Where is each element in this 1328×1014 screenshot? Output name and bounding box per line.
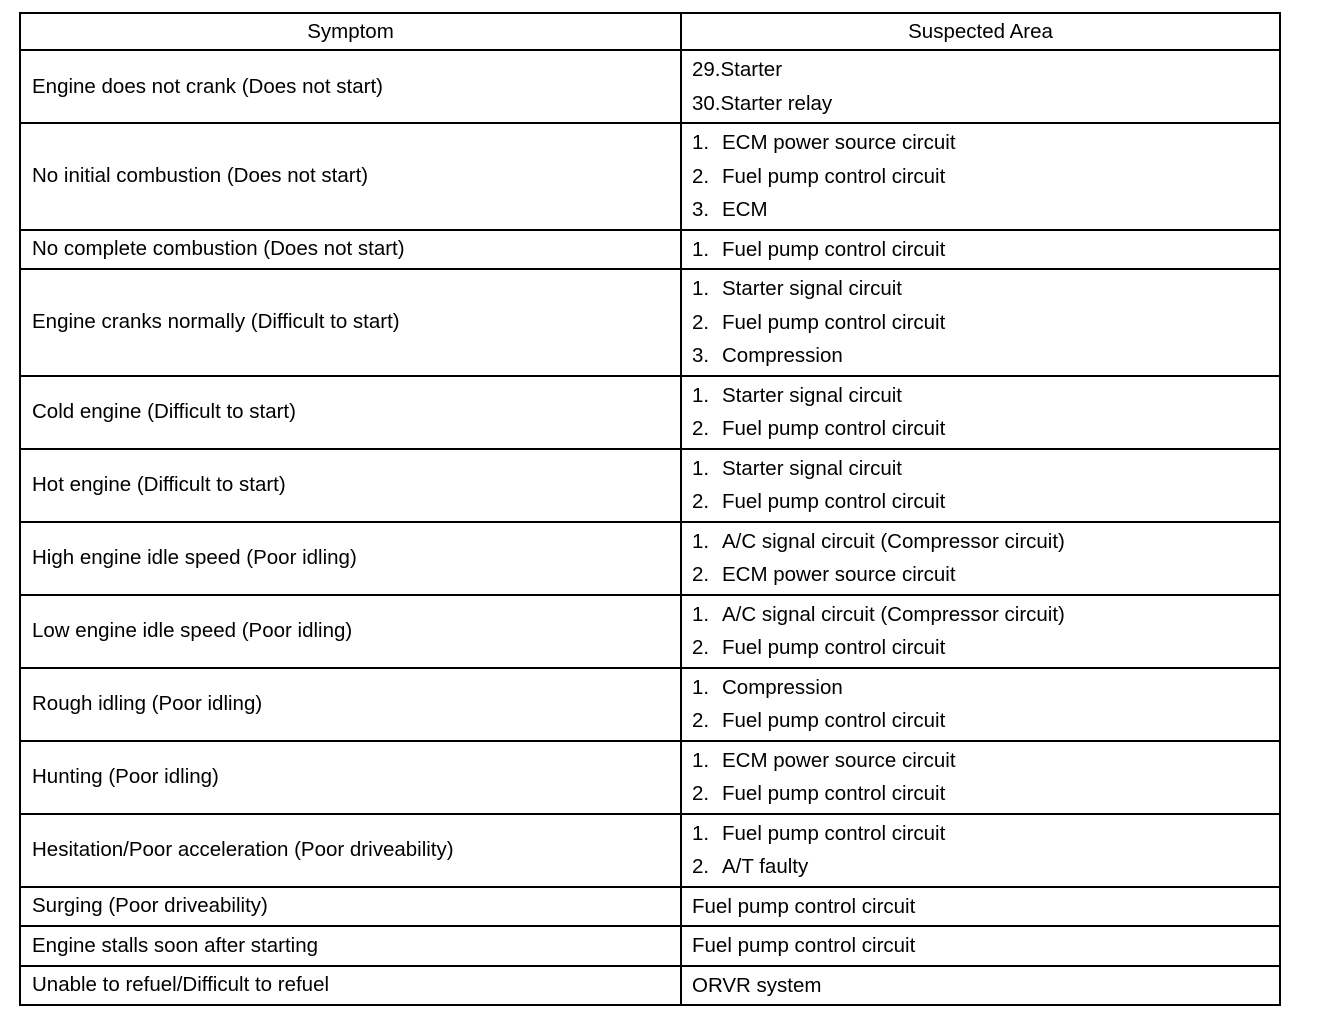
suspected-area-item (692, 452, 1279, 486)
item-number: 2. (692, 636, 710, 659)
item-text: Starter (720, 58, 783, 81)
item-text: Compression (722, 675, 843, 699)
suspected-area-item (692, 233, 1279, 267)
symptom-cell: Hunting (Poor idling) (20, 741, 681, 814)
suspected-area-item (692, 306, 1279, 340)
symptom-cell: No initial combustion (Does not start) (20, 123, 681, 230)
item-text: Starter signal circuit (722, 277, 903, 300)
item-number: 1. (692, 456, 710, 480)
table-body (20, 50, 1280, 1005)
suspected-area-item (692, 671, 1279, 705)
item-number: 1. (692, 602, 710, 626)
suspected-area-item (692, 631, 1279, 665)
item-text: Fuel pump control circuit (722, 636, 946, 659)
suspected-area-cell (681, 50, 1280, 123)
table-row (20, 966, 1280, 1006)
item-text: ECM (722, 198, 768, 221)
item-number: 1. (692, 131, 710, 154)
suspected-area-cell (681, 123, 1280, 230)
item-number: 1. (692, 237, 710, 261)
item-number: 2. (692, 855, 710, 878)
suspected-area-item (692, 850, 1279, 884)
table-row (20, 449, 1280, 522)
item-text: ECM power source circuit (722, 748, 956, 772)
item-text: Starter signal circuit (722, 383, 903, 407)
item-text: ECM power source circuit (722, 563, 956, 586)
symptom-cell: Hot engine (Difficult to start) (20, 449, 681, 522)
symptom-cell: Low engine idle speed (Poor idling) (20, 595, 681, 668)
troubleshooting-table (19, 12, 1281, 1006)
suspected-area-item (692, 412, 1279, 446)
item-text: Fuel pump control circuit (722, 164, 946, 188)
suspected-area-item (692, 272, 1279, 306)
item-number: 2. (692, 709, 710, 732)
suspected-area-cell (681, 269, 1280, 376)
suspected-area-item (692, 525, 1279, 559)
table-row (20, 668, 1280, 741)
suspected-area-item (692, 126, 1279, 160)
table-row (20, 522, 1280, 595)
table-row (20, 230, 1280, 270)
item-text: Starter relay (720, 91, 833, 115)
item-number: 1. (692, 277, 710, 300)
symptom-cell: Engine stalls soon after starting (20, 926, 681, 966)
item-text: Fuel pump control circuit (692, 894, 916, 918)
item-text: Fuel pump control circuit (692, 934, 916, 957)
table-row (20, 376, 1280, 449)
item-number: 1. (692, 748, 710, 772)
item-number: 3. (692, 198, 710, 221)
item-number: 2. (692, 310, 710, 334)
suspected-area-cell (681, 522, 1280, 595)
suspected-area-cell (681, 887, 1280, 927)
table-row (20, 595, 1280, 668)
suspected-area-cell (681, 814, 1280, 887)
symptom-cell: Engine does not crank (Does not start) (20, 50, 681, 123)
suspected-area-item (692, 485, 1279, 519)
suspected-area-item (692, 817, 1279, 851)
suspected-area-item (692, 969, 1279, 1003)
header-symptom: Symptom (20, 13, 681, 50)
table-row (20, 887, 1280, 927)
item-text: A/C signal circuit (Compressor circuit) (722, 529, 1065, 553)
item-number: 30. (692, 91, 721, 115)
header-row (20, 13, 1280, 50)
item-text: A/C signal circuit (Compressor circuit) (722, 602, 1065, 626)
item-number: 3. (692, 344, 710, 367)
symptom-cell: No complete combustion (Does not start) (20, 230, 681, 270)
item-text: Starter signal circuit (722, 456, 903, 480)
suspected-area-item (692, 87, 1279, 121)
symptom-cell: Rough idling (Poor idling) (20, 668, 681, 741)
item-number: 1. (692, 383, 710, 407)
suspected-area-item (692, 558, 1279, 592)
item-number: 2. (692, 417, 710, 440)
table-row (20, 50, 1280, 123)
suspected-area-cell (681, 926, 1280, 966)
item-text: Fuel pump control circuit (722, 709, 946, 732)
suspected-area-item (692, 379, 1279, 413)
item-number: 2. (692, 490, 710, 513)
suspected-area-item (692, 53, 1279, 87)
symptom-cell: Unable to refuel/Difficult to refuel (20, 966, 681, 1006)
item-text: Fuel pump control circuit (722, 821, 946, 845)
suspected-area-cell (681, 668, 1280, 741)
header-suspected-area: Suspected Area (681, 13, 1280, 50)
table-row (20, 814, 1280, 887)
item-text: Fuel pump control circuit (722, 310, 946, 334)
table-row (20, 269, 1280, 376)
item-text: Fuel pump control circuit (722, 237, 946, 261)
suspected-area-item (692, 929, 1279, 963)
suspected-area-item (692, 777, 1279, 811)
item-text: ECM power source circuit (722, 131, 956, 154)
item-number: 29. (692, 58, 721, 81)
symptom-cell: Engine cranks normally (Difficult to start) (20, 269, 681, 376)
item-number: 2. (692, 164, 710, 188)
symptom-cell: High engine idle speed (Poor idling) (20, 522, 681, 595)
item-number: 2. (692, 563, 710, 586)
suspected-area-item (692, 890, 1279, 924)
item-text: A/T faulty (722, 855, 809, 878)
item-text: Fuel pump control circuit (722, 417, 946, 440)
item-text: Fuel pump control circuit (722, 490, 946, 513)
symptom-cell: Surging (Poor driveability) (20, 887, 681, 927)
suspected-area-item (692, 744, 1279, 778)
item-text: Compression (722, 344, 843, 367)
suspected-area-item (692, 598, 1279, 632)
suspected-area-cell (681, 230, 1280, 270)
table-row (20, 123, 1280, 230)
suspected-area-item (692, 193, 1279, 227)
suspected-area-item (692, 339, 1279, 373)
suspected-area-cell (681, 966, 1280, 1006)
item-number: 1. (692, 675, 710, 699)
suspected-area-cell (681, 376, 1280, 449)
suspected-area-item (692, 704, 1279, 738)
item-text: Fuel pump control circuit (722, 782, 946, 805)
suspected-area-cell (681, 449, 1280, 522)
suspected-area-cell (681, 595, 1280, 668)
item-number: 2. (692, 782, 710, 805)
symptom-cell: Hesitation/Poor acceleration (Poor driveability) (20, 814, 681, 887)
table-row (20, 741, 1280, 814)
suspected-area-item (692, 160, 1279, 194)
table-row (20, 926, 1280, 966)
symptom-cell: Cold engine (Difficult to start) (20, 376, 681, 449)
item-text: ORVR system (692, 973, 822, 997)
suspected-area-cell (681, 741, 1280, 814)
item-number: 1. (692, 821, 710, 845)
item-number: 1. (692, 529, 710, 553)
